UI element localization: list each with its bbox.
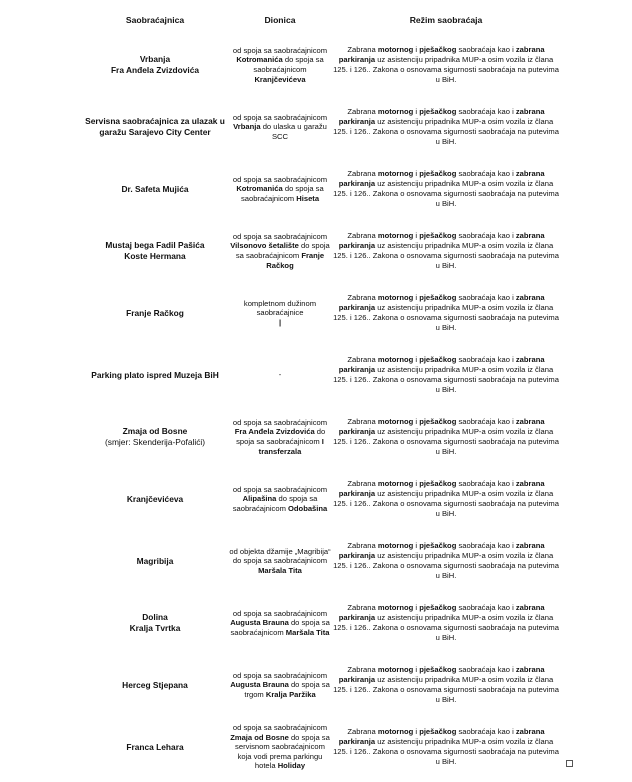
table-header	[82, 6, 560, 34]
table-row	[82, 220, 560, 282]
regime-cell: Zabrana motornog i pješačkog saobraćaja kao i zabrana parkiranja uz asistenciju pripadnika MUP-a osim vozila iz člana 125. i 126.. Zakona o osnovama sigurnosti saobraćaja na putevima u BiH.	[333, 354, 559, 395]
street-cell: Kranjčevićeva	[126, 493, 184, 504]
table-row	[82, 158, 560, 220]
section-cell: od spoja sa saobraćajnicom Zmaja od Bosne do spoja sa servisnom saobraćajnicom koja vodi prema parkingu hotela Holiday	[230, 723, 330, 771]
table-row	[82, 468, 560, 530]
section-cell: od spoja sa saobraćajnicom Augusta Brauna do spoja sa trgom Kralja Paržika	[230, 670, 330, 699]
section-cell: od spoja sa saobraćajnicom Fra Anđela Zvizdovića do spoja sa saobraćajnicom I transferzala	[232, 417, 328, 456]
header-regime: Režim saobraćaja	[409, 15, 483, 25]
street-cell: Servisna saobraćajnica za ulazak u garažu Sarajevo City Center	[85, 116, 225, 137]
street-cell: Vrbanja Fra Anđela Zvizdovića	[110, 54, 200, 75]
street-cell: Parking plato ispred Muzeja BiH	[91, 369, 219, 380]
regime-cell: Zabrana motornog i pješačkog saobraćaja kao i zabrana parkiranja uz asistenciju pripadnika MUP-a osim vozila iz člana 125. i 126.. Zakona o osnovama sigurnosti saobraćaja na putevima u BiH.	[333, 602, 559, 643]
table-row	[82, 654, 560, 716]
regulation-table	[82, 6, 560, 778]
table-row	[82, 282, 560, 344]
regime-cell: Zabrana motornog i pješačkog saobraćaja kao i zabrana parkiranja uz asistenciju pripadnika MUP-a osim vozila iz člana 125. i 126.. Zakona o osnovama sigurnosti saobraćaja na putevima u BiH.	[333, 106, 559, 147]
regime-cell: Zabrana motornog i pješačkog saobraćaja kao i zabrana parkiranja uz asistenciju pripadnika MUP-a osim vozila iz člana 125. i 126.. Zakona o osnovama sigurnosti saobraćaja na putevima u BiH.	[333, 292, 559, 333]
street-cell: Dr. Safeta Mujića	[121, 183, 189, 194]
text-cursor: |	[278, 317, 282, 327]
section-cell: od spoja sa saobraćajnicom Vilsonovo šetalište do spoja sa saobraćajnicom Franje Račkog	[230, 231, 330, 270]
table-row	[82, 592, 560, 654]
section-cell: od spoja sa saobraćajnicom Kotromanića do spoja sa saobraćajnicom Kranjčevićeva	[232, 45, 328, 84]
section-cell: od spoja sa saobraćajnicom Vrbanja do ulaska u garažu SCC	[232, 112, 328, 141]
header-street: Saobraćajnica	[125, 15, 185, 25]
regime-cell: Zabrana motornog i pješačkog saobraćaja kao i zabrana parkiranja uz asistenciju pripadnika MUP-a osim vozila iz člana 125. i 126.. Zakona o osnovama sigurnosti saobraćaja na putevima u BiH.	[333, 664, 559, 705]
street-cell: Magribija	[136, 555, 174, 566]
street-cell: Franca Lehara	[126, 741, 184, 752]
table-row	[82, 344, 560, 406]
header-section: Dionica	[264, 15, 296, 25]
section-cell: kompletnom dužinom saobraćajnice |	[243, 298, 317, 327]
regime-cell: Zabrana motornog i pješačkog saobraćaja kao i zabrana parkiranja uz asistenciju pripadnika MUP-a osim vozila iz člana 125. i 126.. Zakona o osnovama sigurnosti saobraćaja na putevima u BiH.	[333, 478, 559, 519]
table-row	[82, 96, 560, 158]
street-cell: Franje Račkog	[126, 307, 184, 318]
street-cell: Dolina Kralja Tvrtka	[129, 612, 181, 633]
paragraph-end-mark	[566, 760, 573, 767]
section-cell: od spoja sa saobraćajnicom Augusta Brauna do spoja sa saobraćajnicom Maršala Tita	[230, 608, 330, 637]
section-cell: od spoja sa saobraćajnicom Alipašina do spoja sa saobraćajnicom Odobašina	[232, 484, 328, 513]
regime-cell: Zabrana motornog i pješačkog saobraćaja kao i zabrana parkiranja uz asistenciju pripadnika MUP-a osim vozila iz člana 125. i 126.. Zakona o osnovama sigurnosti saobraćaja na putevima u BiH.	[333, 416, 559, 457]
table-row	[82, 716, 560, 778]
regime-cell: Zabrana motornog i pješačkog saobraćaja kao i zabrana parkiranja uz asistenciju pripadnika MUP-a osim vozila iz člana 125. i 126.. Zakona o osnovama sigurnosti saobraćaja na putevima u BiH.	[333, 230, 559, 271]
regime-cell: Zabrana motornog i pješačkog saobraćaja kao i zabrana parkiranja uz asistenciju pripadnika MUP-a osim vozila iz člana 125. i 126.. Zakona o osnovama sigurnosti saobraćaja na putevima u BiH.	[333, 44, 559, 85]
table-row	[82, 34, 560, 96]
section-cell: -	[278, 370, 282, 380]
regime-cell: Zabrana motornog i pješačkog saobraćaja kao i zabrana parkiranja uz asistenciju pripadnika MUP-a osim vozila iz člana 125. i 126.. Zakona o osnovama sigurnosti saobraćaja na putevima u BiH.	[333, 540, 559, 581]
section-cell: od objekta džamije „Magribija“ do spoja sa saobraćajnicom Maršala Tita	[229, 546, 331, 575]
street-cell: Zmaja od Bosne (smjer: Skenderija-Pofalići)	[104, 426, 206, 447]
street-cell: Mustaj bega Fadil Pašića Koste Hermana	[105, 240, 205, 261]
regime-cell: Zabrana motornog i pješačkog saobraćaja kao i zabrana parkiranja uz asistenciju pripadnika MUP-a osim vozila iz člana 125. i 126.. Zakona o osnovama sigurnosti saobraćaja na putevima u BiH.	[333, 726, 559, 767]
street-cell: Herceg Stjepana	[122, 679, 188, 690]
section-cell: od spoja sa saobraćajnicom Kotromanića do spoja sa saobraćajnicom Hiseta	[232, 174, 328, 203]
table-row	[82, 530, 560, 592]
table-row	[82, 406, 560, 468]
regime-cell: Zabrana motornog i pješačkog saobraćaja kao i zabrana parkiranja uz asistenciju pripadnika MUP-a osim vozila iz člana 125. i 126.. Zakona o osnovama sigurnosti saobraćaja na putevima u BiH.	[333, 168, 559, 209]
